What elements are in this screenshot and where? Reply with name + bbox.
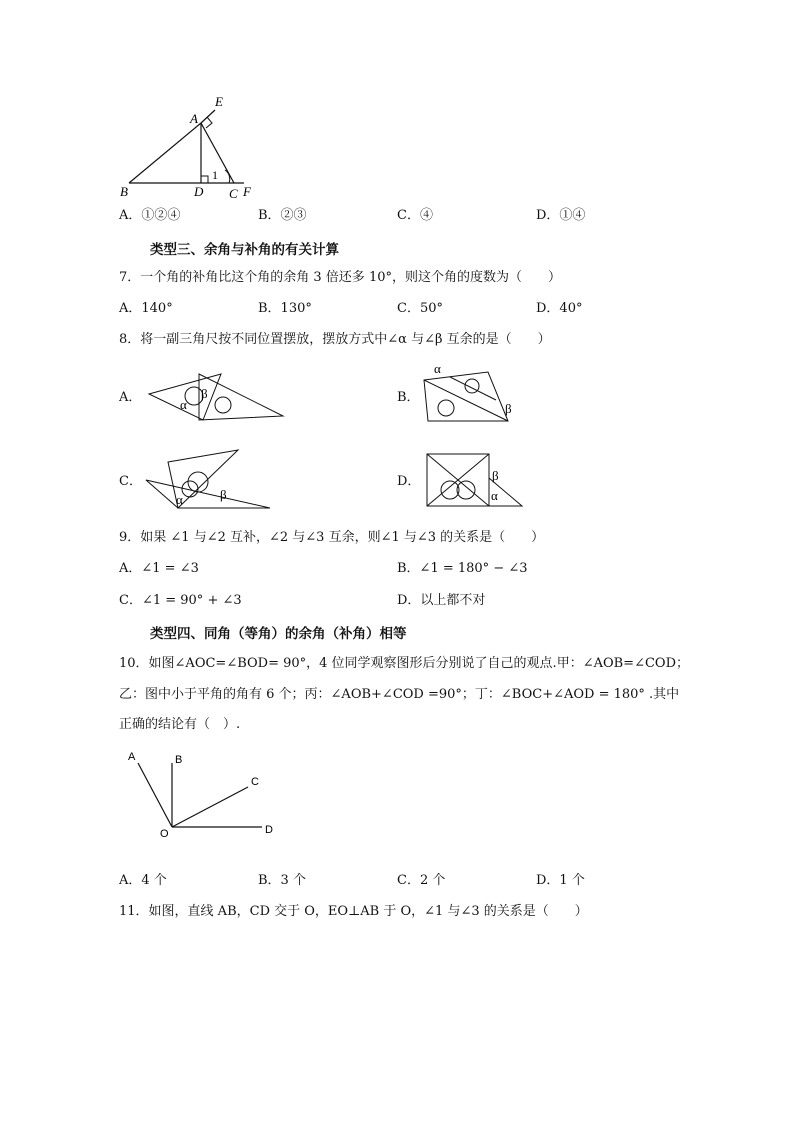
beta-label: β	[201, 386, 208, 401]
label-o: O	[160, 828, 169, 840]
q9-option-d[interactable]: D．以上都不对	[397, 593, 486, 608]
beta-label: β	[220, 487, 227, 502]
ray-oc	[172, 787, 248, 827]
q9-option-a[interactable]: A．∠1 = ∠3	[119, 561, 199, 576]
label-f: F	[243, 184, 251, 199]
label-b: B	[120, 184, 128, 199]
q6-option-b[interactable]: B．②③	[258, 208, 307, 223]
beta-label: β	[505, 401, 512, 416]
section-3-title: 类型三、余角与补角的有关计算	[150, 242, 339, 258]
right-angle-mark-a	[206, 117, 212, 128]
q7-option-b[interactable]: B．130°	[258, 301, 312, 316]
q6-option-a[interactable]: A．①②④	[119, 208, 181, 223]
alpha-label: α	[180, 397, 187, 412]
ruler-hole	[438, 400, 454, 416]
q8-option-b-letter[interactable]: B．	[397, 390, 420, 405]
ray-oa	[138, 763, 172, 827]
q8-option-a-letter[interactable]: A．	[119, 390, 142, 405]
alpha-label: α	[176, 492, 183, 507]
q6-option-c[interactable]: C．④	[397, 208, 433, 223]
label-a: A	[128, 751, 136, 763]
q7-option-c[interactable]: C．50°	[397, 301, 443, 316]
q8-figure-b[interactable]	[420, 362, 520, 426]
q10-stem-line-3: 正确的结论有（ ）.	[119, 717, 241, 732]
ruler-rectangle-outline	[424, 372, 508, 421]
section-4-title: 类型四、同角（等角）的余角（补角）相等	[150, 626, 407, 642]
right-angle-mark-d	[201, 176, 208, 183]
q7-stem: 7．一个角的补角比这个角的余角 3 倍还多 10°，则这个角的度数为（ ）	[119, 270, 561, 285]
label-d: D	[265, 824, 273, 836]
beta-label: β	[492, 468, 499, 483]
q8-option-c-letter[interactable]: C．	[119, 474, 142, 489]
q10-option-d[interactable]: D．1 个	[536, 873, 585, 888]
line-ae	[201, 110, 215, 123]
q10-option-a[interactable]: A．4 个	[119, 873, 167, 888]
q10-stem-line-1: 10．如图∠AOC=∠BOD= 90°，4 位同学观察图形后分别说了自己的观点.甲：∠AOB=∠COD；	[119, 656, 689, 671]
label-d: D	[194, 184, 204, 199]
ruler-hole	[457, 481, 475, 499]
label-a: A	[190, 111, 198, 126]
q8-figure-d[interactable]	[422, 450, 526, 510]
q7-option-a[interactable]: A．140°	[119, 301, 173, 316]
q8-stem: 8．将一副三角尺按不同位置摆放，摆放方式中∠α 与∠β 互余的是（ ）	[119, 332, 551, 347]
alpha-label: α	[434, 362, 441, 376]
q8-figure-c[interactable]	[142, 446, 272, 514]
ruler-diagonal	[424, 380, 508, 421]
q10-option-c[interactable]: C．2 个	[397, 873, 446, 888]
alpha-label: α	[491, 488, 498, 503]
label-angle-1: 1	[212, 168, 218, 182]
ruler-hole	[441, 481, 459, 499]
q9-option-c[interactable]: C．∠1 = 90° + ∠3	[119, 593, 242, 608]
ruler-hole	[215, 397, 231, 413]
angle-arc-1	[225, 170, 230, 183]
q8-option-d-letter[interactable]: D．	[397, 474, 421, 489]
q6-figure	[112, 90, 262, 205]
q7-option-d[interactable]: D．40°	[536, 301, 583, 316]
q10-option-b[interactable]: B．3 个	[258, 873, 306, 888]
q10-stem-line-2: 乙：图中小于平角的角有 6 个；丙：∠AOB+∠COD =90°；丁：∠BOC+∠AOD = 180° .其中	[119, 687, 680, 702]
q11-stem: 11．如图，直线 AB，CD 交于 O，EO⊥AB 于 O，∠1 与∠3 的关系是（ ）	[119, 904, 588, 919]
q10-figure	[122, 745, 282, 840]
q6-option-d[interactable]: D．①④	[536, 208, 586, 223]
q9-option-b[interactable]: B．∠1 = 180° − ∠3	[397, 561, 528, 576]
label-c: C	[251, 776, 259, 788]
q8-figure-a[interactable]	[145, 368, 290, 428]
label-c: C	[229, 186, 238, 201]
line-ba	[129, 123, 201, 183]
label-e: E	[215, 94, 223, 109]
label-b: B	[175, 754, 183, 766]
q9-stem: 9．如果 ∠1 与∠2 互补，∠2 与∠3 互余，则∠1 与∠3 的关系是（ ）	[119, 530, 545, 545]
